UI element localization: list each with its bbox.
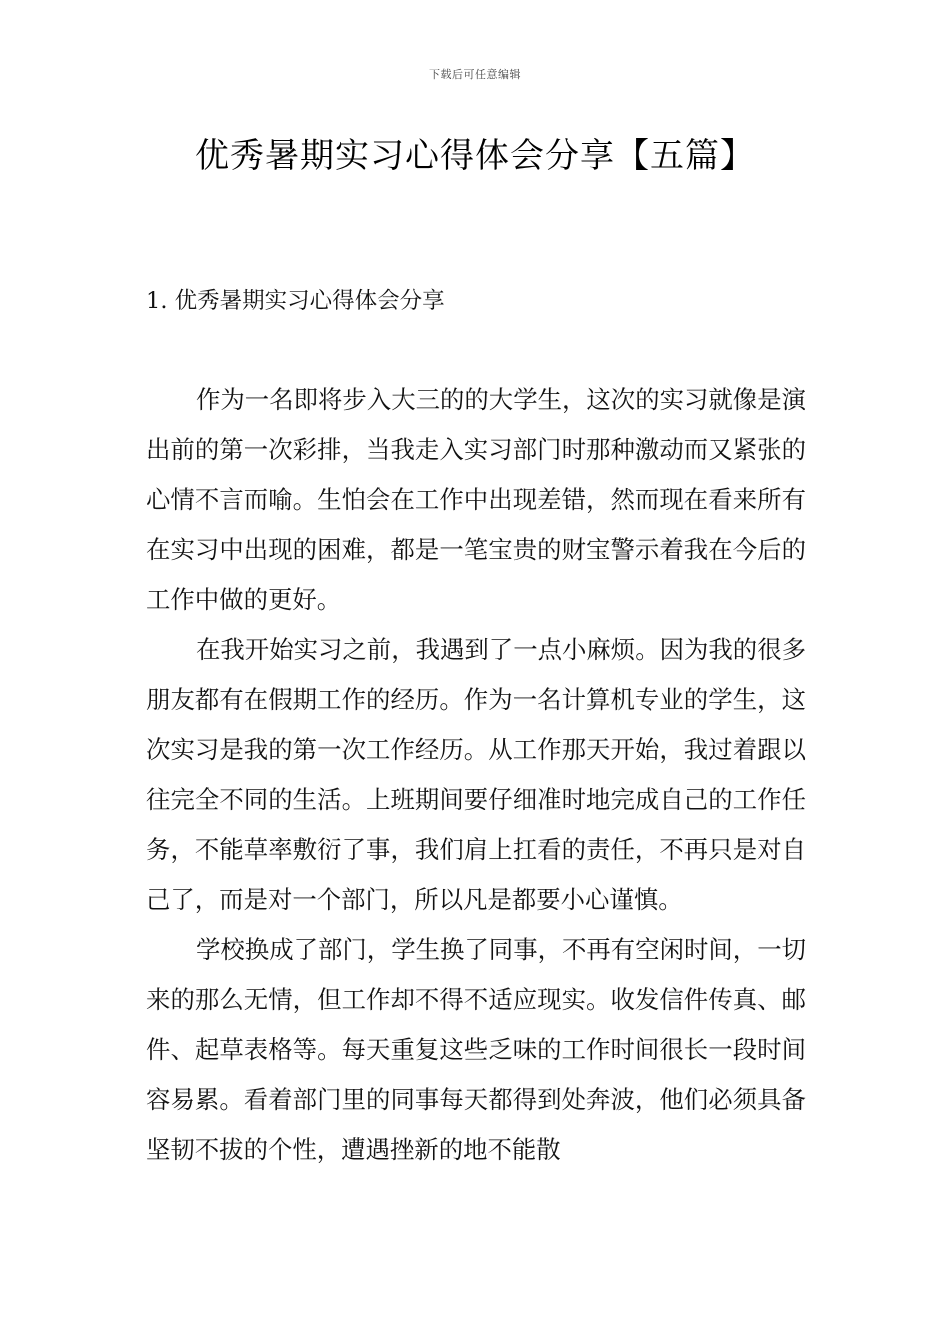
- paragraph: 作为一名即将步入大三的的大学生，这次的实习就像是演出前的第一次彩排，当我走入实习部门时那种激动而又紧张的心情不言而喻。生怕会在工作中出现差错，然而现在看来所有在实习中出现的困难，都是一笔宝贵的财宝警示着我在今后的工作中做的更好。: [146, 385, 806, 614]
- paragraph: 学校换成了部门，学生换了同事，不再有空闲时间，一切来的那么无情，但工作却不得不适应现实。收发信件传真、邮件、起草表格等。每天重复这些乏味的工作时间很长一段时间容易累。看着部门里的同事每天都得到处奔波，他们必须具备坚韧不拔的个性，遭遇挫新的地不能散: [146, 935, 806, 1164]
- paragraph: 在我开始实习之前，我遇到了一点小麻烦。因为我的很多朋友都有在假期工作的经历。作为一名计算机专业的学生，这次实习是我的第一次工作经历。从工作那天开始，我过着跟以往完全不同的生活。上班期间要仔细准时地完成自己的工作任务，不能草率敷衍了事，我们肩上扛看的责任，不再只是对自己了，而是对一个部门，所以凡是都要小心谨慎。: [146, 635, 806, 914]
- body-text: [146, 375, 806, 1175]
- header-note: 下载后可任意编辑: [429, 68, 521, 81]
- document-title: 优秀暑期实习心得体会分享【五篇】: [195, 136, 755, 176]
- section-heading: 1. 优秀暑期实习心得体会分享: [146, 288, 445, 314]
